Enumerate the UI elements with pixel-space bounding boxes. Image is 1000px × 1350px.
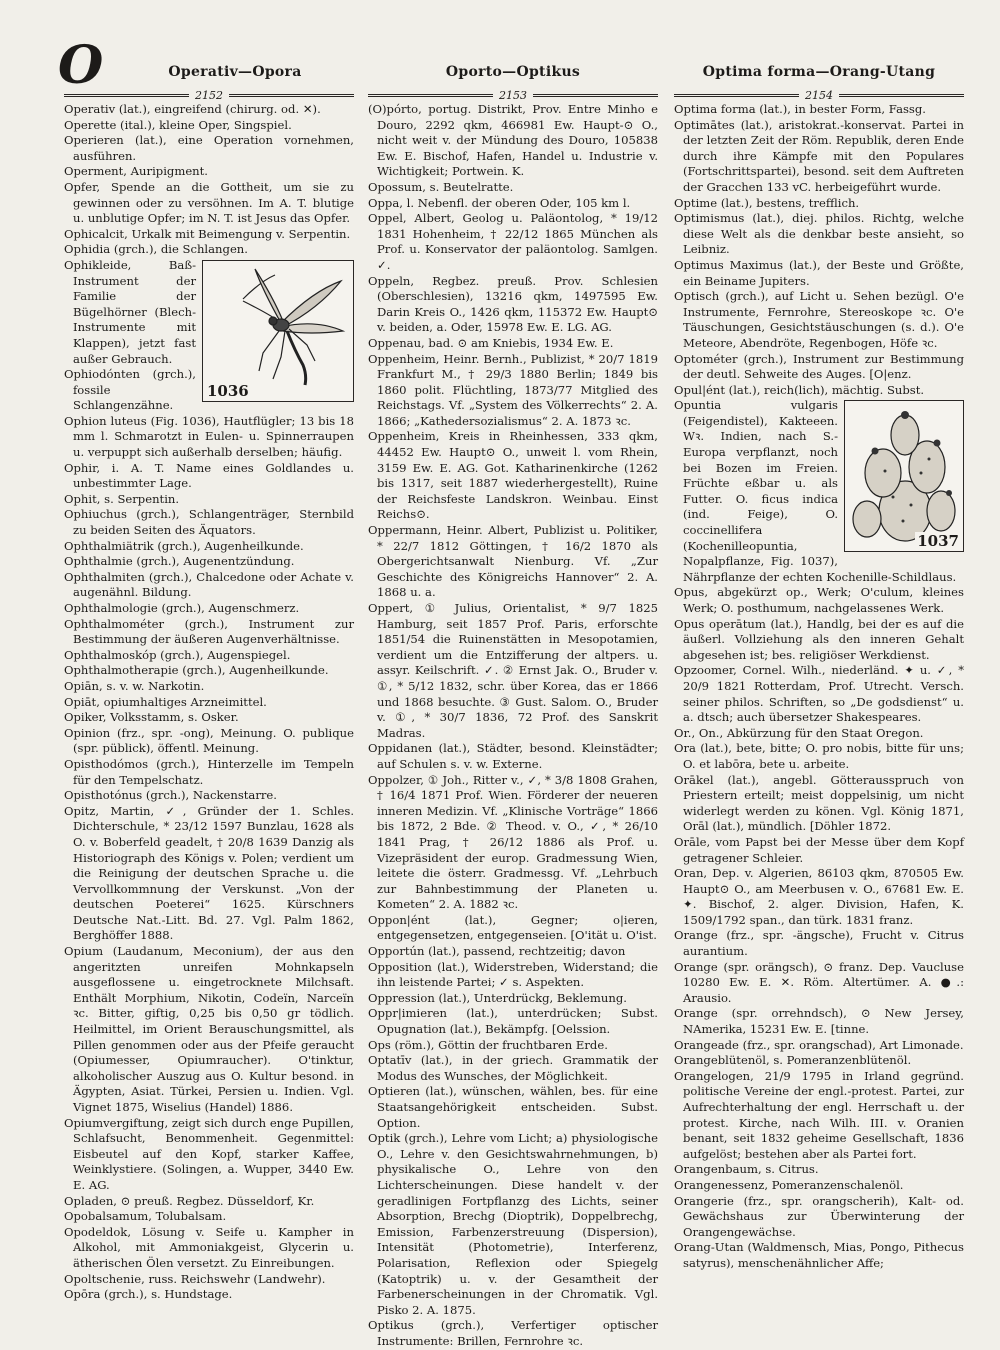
dictionary-entry: Orākel (lat.), angebl. Götterausspruch von Priestern erteilt; meist doppelsinig, um nicht widerlegt werden zu könen. Vgl. König 1871, Orāl (lat.), mündlich. [Döhler 1872.	[674, 772, 964, 834]
dictionary-entry: Opodeldok, Lösung v. Seife u. Kampher in Alkohol, mit Ammoniakgeist, Glycerin u. ätherischen Ölen versetzt. Zu Einreibungen.	[64, 1224, 354, 1270]
dictionary-entry: Ops (röm.), Göttin der fruchtbaren Erde.	[368, 1037, 608, 1052]
dictionary-entry: Oppolzer, ① Joh., Ritter v., ✓, * 3/8 1808 Grahen, † 16/4 1871 Prof. Wien. Förderer der neueren inneren Medizin. Vf. „Klinische Vorträge“ 1866 bis 1872, 2 Bde. ② Theod. v. O., ✓, * 26/10 1841 Prag, † 26/12 1886 als Prof. u. Vizepräsident der europ. Gradmessung Wien, leitete die österr. Gradmessg. Vf. „Lehrbuch zur Bahnbestimmung der Planeten u. Kometen“ 2. A. 1882 ꝛc.	[368, 772, 658, 912]
figure-number: 1037	[917, 532, 959, 551]
dictionary-entry: Opus operātum (lat.), Handlg, bei der es auf die äußerl. Vollziehung als den inneren Gehalt abgesehen ist; bes. religiöser Werkdienst.	[674, 616, 964, 662]
dictionary-entry: Opuntia vulgaris (Feigendistel), Kakteeen. Wꝛ. Indien, nach S.-Europa verpflanzt, noch bei Bozen im Freien. Früchte eßbar u. als Futter. O. ficus indica (ind. Feige), O. coccinellifera (Kochenilleopuntia, Nopalpflanze, Fig. 1037), Nährpflanze der echten Kochenille-Schildlaus.	[674, 398, 957, 584]
dictionary-entry: Ophthalmologie (grch.), Augenschmerz.	[64, 601, 300, 615]
page-number-right: 2154	[805, 88, 833, 102]
dictionary-entry: Optimus Maximus (lat.), der Beste und Größte, ein Beiname Jupiters.	[674, 257, 964, 288]
dictionary-entry: Opus, abgekürzt op., Werk; O'culum, kleines Werk; O. posthumum, nachgelassenes Werk.	[674, 585, 964, 615]
double-rule	[674, 94, 799, 97]
dictionary-entry: Ophthalmiten (grch.), Chalcedone oder Achate v. augenähnl. Bildung.	[64, 569, 354, 600]
dictionary-entry: Opul|ént (lat.), reich(lich), mächtig. Subst.	[674, 382, 925, 397]
dictionary-entry: Optimismus (lat.), diej. philos. Richtg, welche diese Welt als die denkbar beste ansieht, so Leibniz.	[674, 211, 964, 257]
dictionary-entry: Ophidia (grch.), die Schlangen.	[64, 242, 248, 257]
dictionary-entry: Ophiodónten (grch.), fossile Schlangenzähne.	[64, 367, 196, 413]
dictionary-entry: Orange (spr. orängsch), ⊙ franz. Dep. Vaucluse 10280 Ew. E. ✕. Röm. Altertümer. A. ●.: Arausio.	[674, 959, 964, 1005]
dictionary-entry: Opzoomer, Cornel. Wilh., niederländ. ✦ u. ✓, * 20/9 1821 Rotterdam, Prof. Utrecht. Versch. seiner philos. Schriften, so „De godsdienst“ u. a. dtsch; auch übersetzer Shakespeares.	[674, 663, 964, 725]
dictionary-entry: Oppression (lat.), Unterdrückg, Beklemung.	[368, 990, 627, 1005]
dictionary-entry: Optométer (grch.), Instrument zur Bestimmung der deutl. Sehweite des Auges. [O|enz.	[674, 351, 964, 382]
entries-column-left	[64, 102, 354, 1302]
dictionary-entry: Opiāt, opiumhaltiges Arzneimittel.	[64, 694, 267, 709]
page-number-row-left	[64, 88, 354, 102]
dictionary-entry: Orangeade (frz., spr. orangschad), Art Limonade.	[674, 1037, 964, 1052]
dictionary-entry: Orangerie (frz., spr. orangscherih), Kalt- od. Gewächshaus zur Überwinterung der Orangengewächse.	[674, 1193, 964, 1239]
header-left: Operativ—Opora	[168, 64, 302, 80]
dictionary-entry: Optieren (lat.), wünschen, wählen, bes. für eine Staatsangehörigkeit entscheiden. Subst. Option.	[368, 1084, 658, 1130]
dictionary-entry: Oppidanen (lat.), Städter, besond. Kleinstädter; auf Schulen s. v. w. Externe.	[368, 741, 658, 771]
dictionary-entry: Operieren (lat.), eine Operation vornehmen, ausführen.	[64, 133, 354, 163]
dictionary-entry: (O)pórto, portug. Distrikt, Prov. Entre Minho e Douro, 2292 qkm, 466981 Ew. Haupt-⊙ O., nicht weit v. der Mündung des Douro, 105838 Ew. E. Bischof, Hafen, Handel u. Industrie v. Wichtigkeit; Portwein. K.	[368, 102, 658, 179]
dictionary-entry: Opladen, ⊙ preuß. Regbez. Düsseldorf, Kr.	[64, 1193, 315, 1208]
dictionary-entry: Operativ (lat.), eingreifend (chirurg. od. ✕).	[64, 102, 321, 116]
dictionary-entry: Ophthalmiätrik (grch.), Augenheilkunde.	[64, 538, 304, 553]
header-right: Optima forma—Orang-Utang	[702, 64, 936, 80]
entries-column-right	[674, 102, 964, 1282]
dictionary-entry: Orange (spr. orrehndsch), ⊙ New Jersey, NAmerika, 15231 Ew. E. [tinne.	[674, 1006, 964, 1037]
dictionary-entry: Ophiuchus (grch.), Schlangenträger, Sternbild zu beiden Seiten des Äquators.	[64, 507, 354, 538]
dictionary-entry: Operette (ital.), kleine Oper, Singspiel.	[64, 117, 292, 132]
dictionary-entry: Ophion luteus (Fig. 1036), Hautflügler; 13 bis 18 mm l. Schmarotzt in Eulen- u. Spinnerraupen u. verpuppt sich außerhalb derselben; häufig.	[64, 413, 354, 460]
double-rule	[533, 94, 658, 97]
dictionary-entry: Oppenheim, Heinr. Bernh., Publizist, * 20/7 1819 Frankfurt M., † 29/3 1880 Berlin; 1849 bis 1860 polit. Flüchtling, 1873/77 Mitglied des Reichstags. Vf. „System des Völkerrechts“ 2. A. 1866; „Kathedersozialismus“ 2. A. 1873 ꝛc.	[368, 351, 658, 428]
dictionary-entry: Opōra (grch.), s. Hundstage.	[64, 1287, 233, 1302]
dictionary-entry: Opium (Laudanum, Meconium), der aus den angeritzten unreifen Mohnkapseln ausgeflossene u. eingetrocknete Milchsaft. Enthält Morphium, Nikotin, Codeïn, Narceïn ꝛc. Bitter, giftig, 0,25 bis 0,50 gr tödlich. Heilmittel, im Orient Berauschungsmittel, als Pillen genommen oder aus der Pfeife geraucht (Opiumesser, Opiumraucher). O'tinktur, alkoholischer Auszug aus O. Kultur besond. in Ägypten, Asiat. Türkei, Persien u. Indien. Vgl. Vignet 1875, Wiselius (Handel) 1886.	[64, 944, 354, 1114]
page-number-row-middle	[368, 88, 658, 102]
dictionary-entry: Orangelogen, 21/9 1795 in Irland gegründ. politische Vereine der engl.-protest. Partei, zur Aufrechterhaltung der engl. Herrschaft u. der protest. Kirche, nach Wilh. III. v. Oranien benant, seit 1832 geheime Gesellschaft, 1836 aufgelöst; bestehen aber als Partei fort.	[674, 1068, 964, 1161]
dictionary-entry: Operment, Auripigment.	[64, 164, 208, 179]
dictionary-entry: Opossum, s. Beutelratte.	[368, 179, 514, 194]
dictionary-entry: Opisthotónus (grch.), Nackenstarre.	[64, 788, 277, 803]
entries-column-middle	[368, 102, 658, 1348]
dictionary-entry: Or., On., Abkürzung für den Staat Oregon.	[674, 725, 924, 740]
wasp-insect-icon	[203, 261, 353, 401]
dictionary-entry: Opitz, Martin, ✓, Gründer der 1. Schles. Dichterschule, * 23/12 1597 Bunzlau, 1628 als O. v. Boberfeld geadelt, † 20/8 1639 Danzig als Historiograph des Königs v. Polen; verdient um die Reinigung der deutschen Sprache u. die Vervollkommnung der Verskunst. „Von der deutschen Poeterei“ 1625. Kürschners Deutsche Nat.-Litt. Bd. 27. Vgl. Palm 1862, Berghöffer 1888.	[64, 803, 354, 943]
dictionary-entry: Opiker, Volksstamm, s. Osker.	[64, 710, 239, 725]
dictionary-entry: Optimātes (lat.), aristokrat.-konservat. Partei in der letzten Zeit der Röm. Republik, deren Ende durch ihre Kämpfe mit den Populares (Fortschrittspartei), besond. seit dem Auftreten der Gracchen 133 vC. herbeigeführt wurde.	[674, 117, 964, 194]
dictionary-entry: Ophthalmotherapie (grch.), Augenheilkunde.	[64, 663, 329, 678]
dictionary-entry: Orangenbaum, s. Citrus.	[674, 1162, 819, 1177]
dictionary-entry: Oppenau, bad. ⊙ am Kniebis, 1934 Ew. E.	[368, 335, 614, 350]
dictionary-entry: Optisch (grch.), auf Licht u. Sehen bezügl. O'e Instrumente, Fernrohre, Stereoskope ꝛc. O'e Täuschungen, Gesichtstäuschungen (s. d.). O'e Meteore, Abendröte, Regenbogen, Höfe ꝛc.	[674, 289, 964, 350]
dictionary-entry: Oppa, l. Nebenfl. der oberen Oder, 105 km l.	[368, 195, 631, 210]
dictionary-entry: Optima forma (lat.), in bester Form, Fassg.	[674, 102, 926, 116]
dictionary-entry: Ora (lat.), bete, bitte; O. pro nobis, bitte für uns; O. et labōra, bete u. arbeite.	[674, 741, 964, 771]
dictionary-entry: Orange (frz., spr. -ängsche), Frucht v. Citrus aurantium.	[674, 928, 964, 959]
dictionary-entry: Oppermann, Heinr. Albert, Publizist u. Politiker, * 22/7 1812 Göttingen, † 16/2 1870 als Obergerichtsanwalt Nienburg. Vf. „Zur Geschichte des Königreichs Hannover“ 2. A. 1868 u. a.	[368, 523, 658, 600]
dictionary-entry: Ophthalmométer (grch.), Instrument zur Bestimmung der äußeren Augenverhältnisse.	[64, 616, 354, 647]
dictionary-entry: Oppeln, Regbez. preuß. Prov. Schlesien (Oberschlesien), 13216 qkm, 1497595 Ew. Darin Kreis O., 1426 qkm, 115372 Ew. Haupt⊙ v. beiden, a. Oder, 15978 Ew. E. LG. AG.	[368, 273, 658, 335]
dictionary-entry: Oppon|ént (lat.), Gegner; o|ieren, entgegensetzen, entgegenseien. [O'ität u. O'ist.	[368, 912, 658, 943]
dictionary-entry: Optikus (grch.), Verfertiger optischer Instrumente: Brillen, Fernrohre ꝛc.	[368, 1318, 658, 1348]
dictionary-entry: Orangenessenz, Pomeranzenschalenöl.	[674, 1177, 904, 1192]
dictionary-entry: Ophicalcit, Urkalk mit Beimengung v. Serpentin.	[64, 226, 351, 241]
dictionary-entry: Optatīv (lat.), in der griech. Grammatik der Modus des Wunsches, der Möglichkeit.	[368, 1053, 658, 1083]
dictionary-entry: Opinion (frz., spr. -ong), Meinung. O. publique (spr. püblick), öffentl. Meinung.	[64, 725, 354, 756]
dictionary-entry: Opiumvergiftung, zeigt sich durch enge Pupillen, Schlafsucht, Benommenheit. Gegenmittel: Eisbeutel auf den Kopf, starker Kaffee, Weinklystiere. (Solingen, a. Wupper, 3440 Ew. E. AG.	[64, 1115, 354, 1192]
header-middle: Oporto—Optikus	[445, 64, 581, 80]
page-number-left: 2152	[195, 88, 223, 102]
dictionary-entry: Opposition (lat.), Widerstreben, Widerstand; die ihn leistende Partei; ✓ s. Aspekten.	[368, 959, 658, 990]
double-rule	[368, 94, 493, 97]
figure-1036	[202, 260, 354, 402]
dictionary-entry: Ophikleide, Baß-Instrument der Familie der Bügelhörner (Blech-Instrumente mit Klappen), jetzt fast außer Gebrauch.	[64, 257, 196, 366]
page-number-row-right	[674, 88, 964, 102]
dictionary-entry: Ophthalmoskóp (grch.), Augenspiegel.	[64, 647, 291, 662]
dictionary-entry: Oppert, ① Julius, Orientalist, * 9/7 1825 Hamburg, seit 1857 Prof. Paris, erforschte 1851/54 die Ruinenstätten in Mesopotamien, verdient um die Entzifferung der altpers. u. assyr. Keilschrift. ✓. ② Ernst Jak. O., Bruder v. ①, * 5/12 1832, schr. über Korea, das er 1866 und 1868 besuchte. ③ Gust. Salom. O., Bruder v. ①, * 30/7 1836, 72 Prof. des Sanskrit Madras.	[368, 601, 658, 740]
opuntia-cactus-icon	[845, 401, 963, 551]
dictionary-entry: Opportún (lat.), passend, rechtzeitig; davon	[368, 944, 626, 959]
figure-number: 1036	[207, 381, 249, 400]
double-rule	[839, 94, 964, 97]
dictionary-entry: Ophthalmie (grch.), Augenentzündung.	[64, 554, 295, 569]
dictionary-entry: Oppel, Albert, Geolog u. Paläontolog, * 19/12 1831 Hohenheim, † 22/12 1865 München als Prof. u. Konservator der paläontolog. Samlgen. ✓.	[368, 211, 658, 272]
dictionary-entry: Oran, Dep. v. Algerien, 86103 qkm, 870505 Ew. Haupt⊙ O., am Meerbusen v. O., 67681 Ew. E. ✦. Bischof, 2. alger. Division, Hafen, K. 1509/1792 span., dan türk. 1831 franz.	[674, 866, 964, 927]
dictionary-entry: Optime (lat.), bestens, trefflich.	[674, 195, 860, 210]
dictionary-entry: Ophir, i. A. T. Name eines Goldlandes u. unbestimmter Lage.	[64, 460, 354, 491]
dictionary-entry: Orangeblütenöl, s. Pomeranzenblütenöl.	[674, 1053, 912, 1068]
dictionary-entry: Opiān, s. v. w. Narkotin.	[64, 678, 205, 693]
dictionary-entry: Opobalsamum, Tolubalsam.	[64, 1209, 227, 1224]
dictionary-entry: Opfer, Spende an die Gottheit, um sie zu gewinnen oder zu versöhnen. Im A. T. blutige u. unblutige Opfer; im N. T. ist Jesus das Opfer.	[64, 179, 354, 226]
double-rule	[229, 94, 354, 97]
dictionary-entry: Opisthodómos (grch.), Hinterzelle im Tempeln für den Tempelschatz.	[64, 756, 354, 787]
dictionary-entry: Orang-Utan (Waldmensch, Mias, Pongo, Pithecus satyrus), menschenähnlicher Affe;	[674, 1240, 964, 1270]
page-number-middle: 2153	[499, 88, 527, 102]
section-letter: O	[58, 35, 104, 96]
dictionary-entry: Opoltschenie, russ. Reichswehr (Landwehr).	[64, 1271, 326, 1286]
dictionary-entry: Oppr|imieren (lat.), unterdrücken; Subst. Opugnation (lat.), Bekämpfg. [Oelssion.	[368, 1006, 658, 1037]
dictionary-entry: Orāle, vom Papst bei der Messe über dem Kopf getragener Schleier.	[674, 834, 964, 865]
dictionary-entry: Oppenheim, Kreis in Rheinhessen, 333 qkm, 44452 Ew. Haupt⊙ O., unweit l. vom Rhein, 3159 Ew. E. AG. Got. Katharinenkirche (1262 bis 1317, seit 1887 wiederhergestellt), Ruine der Reichsfeste Landskron. Weinbau. Einst Reichs⊙.	[368, 429, 658, 522]
dictionary-entry: Ophit, s. Serpentin.	[64, 491, 180, 506]
figure-1037	[844, 400, 964, 552]
double-rule	[64, 94, 189, 97]
dictionary-entry: Optik (grch.), Lehre vom Licht; a) physiologische O., Lehre v. den Gesichtswahrnehmungen, b) physikalische O., Lehre von den Lichterscheinungen. Diese handelt v. der geradlinigen Fortpflanzg des Lichts, seiner Absorption, Brechg (Dioptrik), Doppelbrechg, Emission, Farbenzerstreuung (Dispersion), Intensität (Photometrie), Interferenz, Polarisation, Reflexion oder Spiegelg (Katoptrik) u. v. der Gesamtheit der Farbenerscheinungen in der Chromatik. Vgl. Pisko 2. A. 1875.	[368, 1131, 658, 1317]
